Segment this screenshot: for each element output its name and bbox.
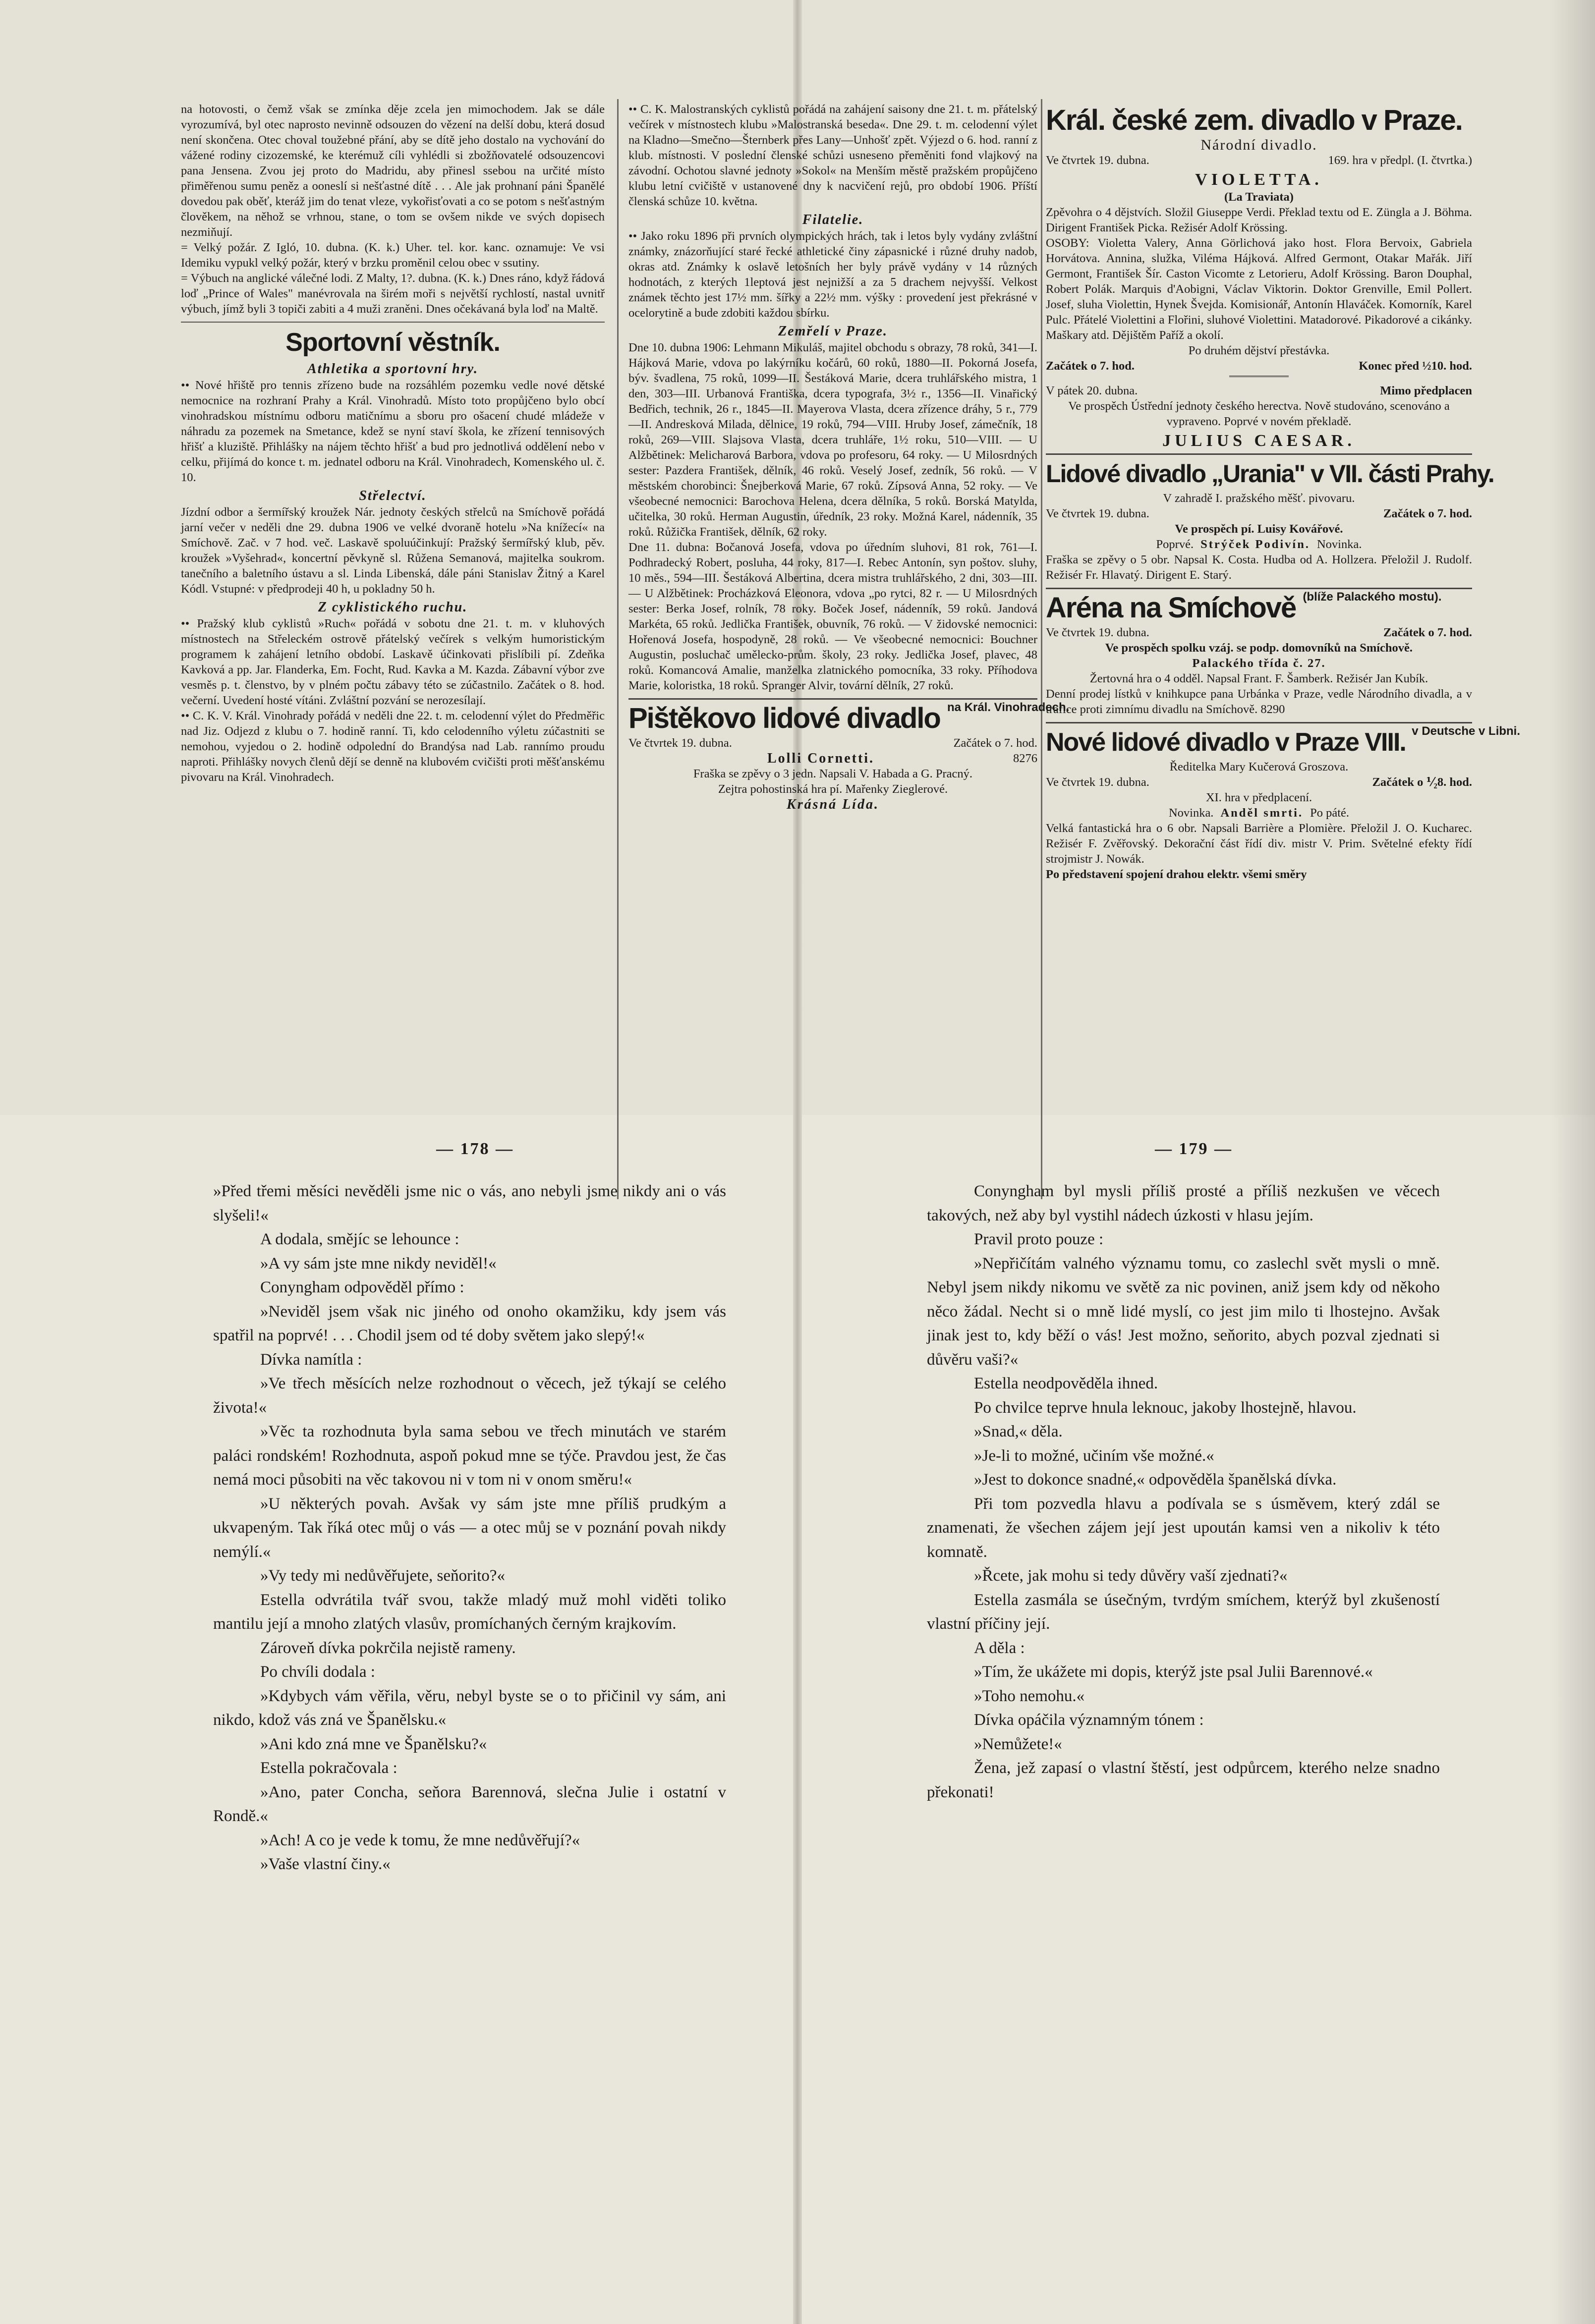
news-fire: = Velký požár. Z Igló, 10. dubna. (K. k.) Uher. tel. kor. kanc. oznamuje: Ve vsi Idemiku vypukl velký požár, který v brzku proměnil celou obec v ssutiny. <box>181 241 605 270</box>
theatre-name: Nové lidové divadlo v Praze VIII. <box>1046 728 1406 757</box>
novel-paragraph: »Nepřičítám valného významu tomu, co zaslechl svět mysli o mně. Nebyl jsem nikdy nikomu ve světě za nic povinen, aniž jsem kdy od někoho něco žádal. Necht si o mně lidé myslí, co jest jim milo ti lhostejno. Avšak jinak jest to, kdy běží o vás! Jest možno, seňorito, abych pozval zjednati si důvěru vaši?« <box>927 1254 1440 1369</box>
article-text: na hotovosti, o čemž však se zmínka děje zcela jen mimochodem. Jak se dále vyrozumívá, byl otec naprosto nevinně odsouzen do vězení na delší dobu, která dosud není skončena. Otec choval toužebné přání, aby se dítě jeho dostalo na vychování do vážené rodiny cizozemské, ke kterémuž cíli vyhlédli si zbožňovatelé odsouzencovi pana Jensena. Zvou jej proto do Madridu, aby přinesl ssebou na určité místo přiměřenou sumu peněz a ooneslí si nešťastné dítě . . . Ale jak prohnaní páni Španělé dovedou pak oběť, kteráž jim do tenat vleze, vykořisťovati a co se potom s nešťastným člověkem, na něhož se vrhnou, stane, o tom se ovšem nikde ve svých dopisech nezmiňují. <box>181 103 605 239</box>
play-title: Lolli Cornetti. <box>767 751 875 766</box>
presale-text: Denní prodej lístků v knihkupce pana Urbánka v Praze, vedle Národního divadla, a v trafice proti zimnímu divadlu na Smíchově. <box>1046 687 1472 716</box>
schedule-row <box>1046 625 1472 640</box>
play-subtitle: (La Traviata) <box>1224 190 1294 204</box>
start-time: Začátek o 7. hod. <box>1046 359 1135 373</box>
news-shooting: Jízdní odbor a šermířský kroužek Nár. jednoty českých střelců na Smíchově pořádá jarní večer v neděli dne 29. dubna 1906 ve velké dvoraně hotelu »Na knížecí« na Smíchově. Zač. v 7 hod. več. Laskavě spoluúčinkují: Pražský šermířský klub, pěv. kroužek »Vyšehrad«, koncertní pěvkyně sl. Růžena Semanová, majitelka soukrom. tanečního a baletního ústavu a sl. Linda Libenská, dále páni Stanislav Žitný a Karel Kódl. Vstupné: v předprodeji 40 h, u pokladny 50 h. <box>181 505 605 596</box>
news-vinohrady: •• C. K. V. Král. Vinohrady pořádá v neděli dne 22. t. m. celodenní výlet do Předměřic nad Jiz. Odjezd z klubu o 7. hodině ranní. Ti, kdo celodenního výletu zúčastniti se nemohou, vyjedou o 2. hodině odpolední do Brandýsa nad Lab. rannímo proudu naproti. Přihlášky novych členů dějí se denně na klubovém cvičišti proti měšťanskému pivovaru na Král. Vinohradech. <box>181 709 605 784</box>
novel-paragraph: Pravil proto pouze : <box>974 1230 1104 1248</box>
deaths-april-10: Dne 10. dubna 1906: Lehmann Mikuláš, majitel obchodu s obrazy, 78 roků, 341—I. Hájková Marie, vdova po lakýrníku kočárů, 60 roků, 1880—II. Pokorná Josefa, býv. švadlena, 75 roků, 1099—II. Šestáková Marie, dcera truhlářského mistra, 1 den, 303—III. Urbanová Františka, dcera typografa, 3½ r., 1356—II. Vinařický Bedřich, technik, 26 r., 1845—II. Mayerova Vlasta, dcera zřízence dráhy, 5 r., 779—II. Andresková Milada, dělnice, 19 roků, 794—VIII. Hruby Josef, zámečník, 18 roků, 269—VIII. Slajsova Vlasta, dcera truhláře, 1½ roku, 510—VIII. — U Alžbětinek: Melicharová Barbora, vdova po profesoru, 64 roky. — U Milosrdných sester: Pazdera František, dělník, 46 roků. Veselý Josef, zedník, 56 roků. — V městském chorobinci: Šnejberková Marie, 67 roků. Zípsová Anna, 52 roky. — Ve všeobecné nemocnici: Barochova Helena, dcera dělníka, 5 roků. Borská Matylda, učitelka, 30 roků. Herman Augustin, úředník, 23 roky. Možná Karel, nádenník, 35 roků. Růžička František, dělník, 62 roky. <box>628 341 1037 539</box>
novel-paragraph: A dodala, smějíc se lehounce : <box>260 1230 459 1248</box>
subscription: XI. hra v předplacení. <box>1205 791 1312 804</box>
play-row <box>1046 537 1472 552</box>
novel-paragraph: »Věc ta rozhodnuta byla sama sebou ve třech minutách ve starém paláci rondském! Rozhodnuta, aspoň pokud mne se týče. Pravdou jest, že čas nemá moci působiti na věc takovou ni v tom ni v onom směru!« <box>213 1423 726 1489</box>
theatre-location: v Deutsche v Libni. <box>1412 724 1521 738</box>
schedule-row <box>628 735 1037 751</box>
novel-paragraph: »Ve třech měsících nelze rozhodnout o věcech, jež týkají se celého života!« <box>213 1375 726 1417</box>
novel-paragraph: »Vy tedy mi nedůvěřujete, seňorito?« <box>260 1567 505 1585</box>
theatre-subtitle: Národní divadlo. <box>1200 137 1317 153</box>
divider <box>1229 376 1289 381</box>
play-title: Anděl smrti. <box>1220 806 1304 820</box>
column-2 <box>628 102 1070 812</box>
novel-paragraph: »Ach! A co je vede k tomu, že mne nedůvěřují?« <box>260 1831 580 1849</box>
date: Ve čtvrtek 19. dubna. <box>1046 154 1149 167</box>
start-time: Začátek o ⅟₂8. hod. <box>1372 775 1472 789</box>
column-rule <box>1041 99 1042 1199</box>
date: V pátek 20. dubna. <box>1046 384 1138 397</box>
play-row <box>628 751 1037 766</box>
news-ruch: •• Pražský klub cyklistů »Ruch« pořádá v sobotu dne 21. t. m. v kluhových místnostech na Střeleckém ostrově přátelský večírek s velkým humoristickým programem k zahájení letního období. Laskavě účinkovati přislíbili pí. Zdeňka Kavková a pp. Jar. Flanderka, Em. Focht, Rud. Kavka a M. Kazda. Zábavní výbor zve vesměs p. t. členstvo, by v plném počtu zábavy této se zúčastnilo. Začátek o 8. hod. večerní. Uvedení hosté vítáni. Zvláštní pozvání se nerozesílají. <box>181 617 605 707</box>
novel-paragraph: Estella pokračovala : <box>260 1759 398 1777</box>
novel-paragraph: »Vaše vlastní činy.« <box>260 1855 391 1873</box>
novel-paragraph: A děla : <box>974 1639 1025 1657</box>
novel-paragraph: »A vy sám jste mne nikdy neviděl!« <box>260 1254 497 1273</box>
theatre-arena <box>1046 588 1472 625</box>
benefit-note: Ve prospěch Ústřední jednoty českého herectva. Nově studováno, scenováno a vypraveno. Poprvé v novém překladě. <box>1068 399 1450 428</box>
play-description: Zpěvohra o 4 dějstvích. Složil Giuseppe Verdi. Překlad textu od E. Züngla a J. Böhma. Dirigent František Picka. Režisér Adolf Krössing. <box>1046 206 1472 234</box>
times-row <box>1046 358 1472 374</box>
date: Ve čtvrtek 19. dubna. <box>628 736 732 750</box>
novel-paragraph: »Řcete, jak mohu si tedy důvěry vaší zjednati?« <box>974 1567 1288 1585</box>
play-title: Palackého třída č. 27. <box>1192 657 1326 670</box>
subscription: Mimo předplacen <box>1380 384 1472 397</box>
subhead-shooting: Střelectví. <box>359 488 427 503</box>
novel-paragraph: Po chvíli dodala : <box>260 1663 375 1681</box>
intermission-note: Po druhém dějství přestávka. <box>1188 344 1330 357</box>
novel-paragraph: »Jest to dokonce snadné,« odpověděla španělská dívka. <box>974 1471 1337 1489</box>
page-number-right: — 179 — <box>1155 1140 1233 1158</box>
performance-note: Po páté. <box>1310 806 1350 820</box>
novel-paragraph: Dívka namítla : <box>260 1350 362 1369</box>
novel-paragraph: »Snad,« děla. <box>974 1423 1063 1440</box>
theatre-name: Pištěkovo lidové divadlo <box>628 702 940 734</box>
novel-paragraph: Při tom pozvedla hlavu a podívala se s úsměvem, který zdál se znamenati, že všechen zájem její jest upoután kamsi ven a nikoliv k této komnatě. <box>927 1494 1440 1561</box>
theatre-nove-lidove <box>1046 722 1521 759</box>
theatre-director: Ředitelka Mary Kučerová Groszova. <box>1169 760 1349 774</box>
schedule-row <box>1046 506 1472 521</box>
play-description: Žertovná hra o 4 odděl. Napsal Frant. F. Šamberk. Režisér Jan Kubík. <box>1089 672 1428 685</box>
play-description: Velká fantastická hra o 6 obr. Napsali Barrière a Plomière. Přeložil J. O. Kucharec. Režisér F. Zvěřovský. Dekorační část řídí div. mistr V. Prim. Světelné efekty řídí strojmistr J. Nowák. <box>1046 822 1472 866</box>
novel-paragraph: Žena, jež zapasí o vlastní štěstí, jest odpůrcem, kterého nelze snadno překonati! <box>927 1759 1440 1801</box>
section-title-sport: Sportovní věstník. <box>181 322 605 358</box>
novel-paragraph: »Kdybych vám věřila, věru, nebyl byste se o to přičinil vy sám, ani nikdo, kdož vás zná ve Španělsku.« <box>213 1687 726 1729</box>
novel-paragraph: »Před třemi měsíci nevěděli jsme nic o vás, ano nebyli jsme nikdy ani o vás slyšeli!« <box>213 1182 726 1224</box>
novel-paragraph: Estella neodpověděla ihned. <box>974 1375 1158 1392</box>
column-3 <box>1046 102 1521 882</box>
subhead-deaths: Zemřelí v Praze. <box>778 324 888 339</box>
presale-note <box>1046 686 1472 717</box>
end-time: Konec před ½10. hod. <box>1359 359 1472 373</box>
subhead-athletics: Athletika a sportovní hry. <box>307 361 478 377</box>
novel-paragraph: Conyngham byl mysli příliš prosté a příliš nezkušen ve věcech takových, než aby byl vystihl nádech úzkosti v hlasu jejím. <box>927 1182 1440 1224</box>
transport-note: Po představení spojení drahou elektr. všemi směry <box>1046 868 1307 881</box>
start-time: Začátek o 7. hod. <box>953 736 1037 750</box>
schedule-row <box>1046 383 1472 398</box>
play-description: Fraška se zpěvy o 5 obr. Napsal K. Costa. Hudba od A. Hollzera. Přeložil J. Rudolf. Režisér Fr. Hlavatý. Dirigent E. Starý. <box>1046 553 1472 582</box>
theatre-location: (blíže Palackého mostu). <box>1303 590 1442 604</box>
novel-page-left <box>213 1179 726 1877</box>
column-1 <box>181 102 605 785</box>
date: Ve čtvrtek 19. dubna. <box>1046 775 1149 789</box>
play-title: JULIUS CAESAR. <box>1162 432 1356 450</box>
theatre-subtitle: V zahradě I. pražského měšť. pivovaru. <box>1163 492 1355 505</box>
schedule-row <box>1046 153 1472 168</box>
novel-paragraph: Dívka opáčila významným tónem : <box>974 1711 1204 1729</box>
news-explosion: = Výbuch na anglické válečné lodi. Z Malty, 1?. dubna. (K. k.) Dnes ráno, když řádová loď „Prince of Wales" manévrovala na širém moři s největší rychlostí, nastal uvnitř výbuch, jímž byli 3 topiči zabiti a 4 muži zraněni. Dnes očekávaná byla loď na Maltě. <box>181 272 605 316</box>
news-malostranska: •• C. K. Malostranských cyklistů pořádá na zahájení saisony dne 21. t. m. přátelský večírek v místnostech klubu »Malostranská beseda«. Dne 29. t. m. celodenní výlet na Kladno—Smečno—Šternberk přes Lany—Unhošť zpět. Výjezd o 6. hod. ranní z klub. místnosti. V poslední členské schůzi usneseno přeměniti fond vlajkový na závodní. Ochotou slavné jednoty »Sokol« na Menším městě pražském propůjčeno klubu letní cvičiště v ustanovené dny k nacvičení rejů, pro období 1906. Příští členská schůze 10. května. <box>628 103 1037 208</box>
novel-paragraph: »Neviděl jsem však nic jiného od onoho okamžiku, kdy jsem vás spatřil na poprvé! . . . Chodil jsem od té doby světem jako slepý!« <box>213 1302 726 1344</box>
novel-paragraph: »Ano, pater Concha, seňora Barennová, slečna Julie i ostatní v Rondě.« <box>213 1783 726 1825</box>
novel-paragraph: Zároveň dívka pokrčila nejistě rameny. <box>260 1639 516 1657</box>
cast-list: OSOBY: Violetta Valery, Anna Görlichová jako host. Flora Bervoix, Gabriela Horvátova. Annina, služka, Viléma Hájková. Alfred Germont, Otakar Mařák. Jiří Germont, František Šír. Caston Vicomte z Letorieru, Adolf Krössing. Baron Douphal, Robert Polák. Marquis d'Aobigni, Václav Viktorin. Doktor Grenville, Emil Pollert. Josef, sluha Violettin, Hynek Švejda. Komisionář, Antonín Hlaváček. Komorník, Karel Pulc. Přátelé Violettini a Flořini, sluhové Violettini. Matadorové. Pikadorové a cikánky. Maškary atd. Dějištěm Paříž a okolí. <box>1046 236 1472 342</box>
ad-number: 8276 <box>1013 752 1037 765</box>
news-tennis: •• Nové hřiště pro tennis zřízeno bude na rozsáhlém pozemku vedle nové dětské nemocnice na rozhraní Prahy a Král. Vinohradů. Místo toto propůjčeno bylo obcí vinohradskou místnímu odboru matičnímu a sboru pro ošacení chudé mládeže v náhradu za pozemek na Smetance, kdež se nyní staví škola, ke zřízení tennisových hřišť a kluziště. Přihlášky na nájem těchto hřišť a bud pro jednotlivá oddělení nebo v celku, přijímá do konce t. m. jednatel odboru na Král. Vinohradech, Komenského ul. č. 10. <box>181 379 605 484</box>
novel-paragraph: »Tím, že ukážete mi dopis, kterýž jste psal Julii Barennové.« <box>974 1663 1373 1681</box>
page-number-left: — 178 — <box>436 1140 514 1158</box>
deaths-april-11: Dne 11. dubna: Bočanová Josefa, vdova po úředním sluhovi, 81 rok, 761—I. Podhradecký Robert, posluha, 44 roky, 817—I. Rebec Antonín, syn poštov. sluhy, 10 měs., 594—III. Šestáková Albertina, dcera mistra truhlářského, 2 dni, 303—III. — U Alžbětinek: Procházková Eleonora, vdova „po rytci, 82 r. — U Milosrdných sester: Berka Josef, rolník, 78 roky. Boček Josef, nádenník, 59 roků. Jandová Markéta, 65 roků. Jedlička František, obuvník, 76 roků. — V židovské nemocnici: Hořenová Josefa, hospodyně, 28 roků. — Ve všeobecné nemocnici: Bouchner Augustin, posluchač umělecko-prům. školy, 23 roky. Jedlička Josef, plavec, 48 roků. Komancová Amalie, manželka zlatnického pomocníka, 33 roky. Příhodova Marie, koloristka, 18 roků. Spranger Alvir, tovární dělník, 27 roků. <box>628 541 1037 692</box>
ad-number: 8290 <box>1260 703 1285 716</box>
premiere-note: Poprvé. <box>1156 538 1194 551</box>
subscription: 169. hra v předpl. (I. čtvrtka.) <box>1328 154 1472 167</box>
schedule-row <box>1046 775 1472 790</box>
novel-paragraph: Po chvilce teprve hnula leknouc, jakoby lhostejně, hlavou. <box>974 1398 1357 1417</box>
novel-paragraph: »Je-li to možné, učiním vše možné.« <box>974 1446 1214 1465</box>
novel-paragraph: »Toho nemohu.« <box>974 1687 1085 1705</box>
novel-page-right <box>927 1179 1440 1804</box>
novelty-note: Novinka. <box>1316 538 1362 551</box>
theatre-urania: Lidové divadlo „Urania" v VII. části Prahy. <box>1046 453 1472 491</box>
date: Ve čtvrtek 19. dubna. <box>1046 507 1149 520</box>
play-row <box>1046 805 1472 821</box>
novel-paragraph: Conyngham odpověděl přímo : <box>260 1278 464 1296</box>
play-title: VIOLETTA. <box>1195 170 1323 189</box>
novel-paragraph: »Ani kdo zná mne ve Španělsku?« <box>260 1735 487 1753</box>
start-time: Začátek o 7. hod. <box>1383 507 1472 520</box>
novel-paragraph: Estella zasmála se úsečným, tvrdým smíchem, kterýž byl zkušeností vlastní příčiny její. <box>927 1591 1440 1633</box>
start-time: Začátek o 7. hod. <box>1383 626 1472 639</box>
theatre-national: Král. české zem. divadlo v Praze. <box>1046 104 1462 136</box>
benefit-note: Ve prospěch pí. Luisy Kovářové. <box>1175 522 1343 536</box>
theatre-pistek <box>628 698 1070 735</box>
play-description: Fraška se zpěvy o 3 jedn. Napsali V. Habada a G. Pracný. <box>693 767 973 780</box>
column-rule <box>617 99 619 1199</box>
subhead-philately: Filatelie. <box>802 212 864 227</box>
play-title: Strýček Podivín. <box>1200 538 1310 551</box>
news-philately: •• Jako roku 1896 při prvních olympických hrách, tak i letos byly vydány zvláštní známky, znázorňující staré řecké athletické činy zápasnické i různé druhy nadob, okras atd. Známky k oslavě letošních her byly právě vydány v 14 různých hodnotách, z kterých 1leptová jest nejnižší a za 5 drachem nejvyšší. Velkost známek těchto jest 17½ mm. šířky a 22½ mm. výšky : provedení jest překrásné v ocelorytině a bude zdobiti každou sbírku. <box>628 229 1037 320</box>
next-show: Zejtra pohostinská hra pí. Mařenky Zieglerové. <box>718 782 948 796</box>
theatre-location: na Král. Vinohradech. <box>947 701 1070 714</box>
novel-paragraph: »Nemůžete!« <box>974 1735 1062 1753</box>
novel-paragraph: »U některých povah. Avšak vy sám jste mne příliš prudkým a ukvapeným. Tak říká otec můj o vás — a otec můj se v poznání povah nikdy nemýlí.« <box>213 1494 726 1561</box>
page-edge <box>1550 0 1595 2324</box>
benefit-note: Ve prospěch spolku vzáj. se podp. domovníků na Smíchově. <box>1105 641 1413 655</box>
novelty-note: Novinka. <box>1168 806 1214 820</box>
novel-paragraph: Estella odvrátila tvář svou, takže mladý muž mohl viděti toliko mantilu její a mnoho zlatých vlasův, promíchaných černým krajkovím. <box>213 1591 726 1633</box>
theatre-name: Aréna na Smíchově <box>1046 592 1296 624</box>
subhead-cycling: Z cyklistického ruchu. <box>318 600 468 615</box>
date: Ve čtvrtek 19. dubna. <box>1046 626 1149 639</box>
next-play-title: Krásná Lída. <box>787 797 879 812</box>
